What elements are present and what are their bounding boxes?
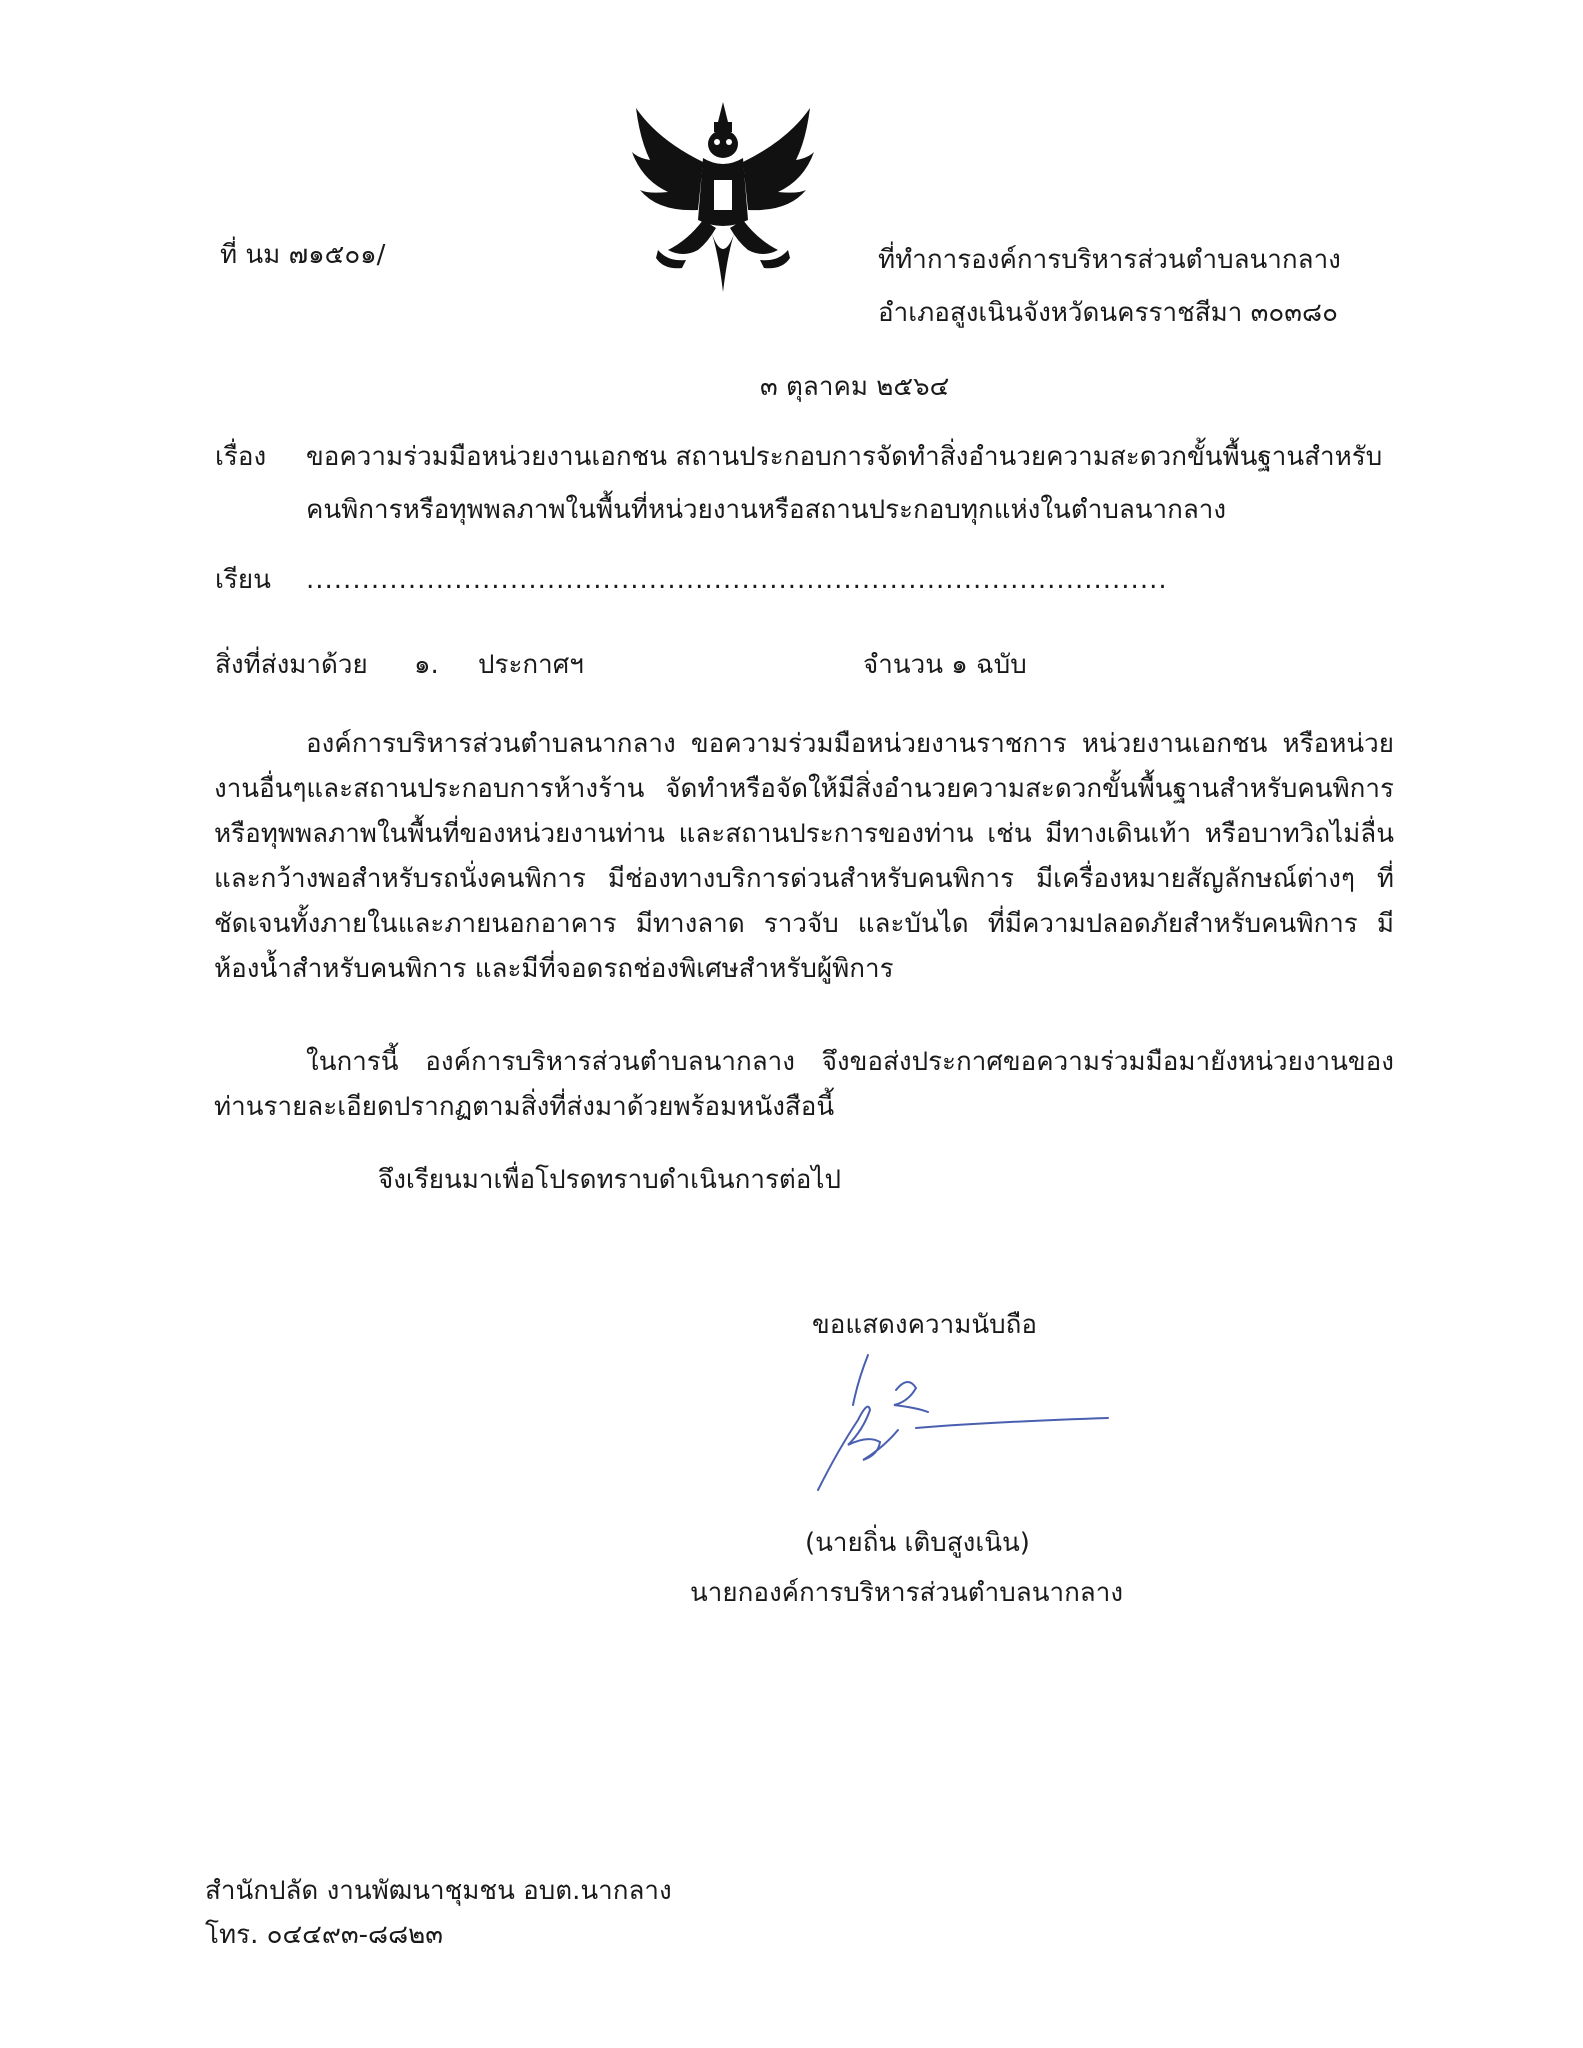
subject-line2: คนพิการหรือทุพพลภาพในพื้นที่หน่วยงานหรือสถานประกอบทุกแห่งในตำบลนากลาง: [306, 495, 1227, 526]
signer-name: (นายถิ่น เติบสูงเนิน): [805, 1528, 1030, 1558]
footer-telephone: โทร. ๐๔๔๙๓-๘๘๒๓: [205, 1920, 444, 1950]
letter-date: ๓ ตุลาคม ๒๕๖๔: [760, 372, 950, 402]
subject-text: [306, 442, 1382, 548]
garuda-emblem-icon: [628, 100, 818, 295]
footer-department: สำนักปลัด งานพัฒนาชุมชน อบต.นากลาง: [205, 1876, 672, 1906]
body-paragraph-1: องค์การบริหารส่วนตำบลนากลาง ขอความร่วมมือหน่วยงานราชการ หน่วยงานเอกชน หรือหน่วยงานอื่นๆและสถานประกอบการห้างร้าน จัดทำหรือจัดให้มีสิ่งอำนวยความสะดวกขั้นพื้นฐานสำหรับคนพิการหรือทุพพลภาพในพื้นที่ของหน่วยงานท่าน และสถานประการของท่าน เช่น มีทางเดินเท้า หรือบาทวิถไม่ลื่น และกว้างพอสำหรับรถนั่งคนพิการ มีช่องทางบริการด่วนสำหรับคนพิการ มีเครื่องหมายสัญลักษณ์ต่างๆ ที่ชัดเจนทั้งภายในและภายนอกอาคาร มีทางลาด ราวจับ และบันได ที่มีความปลอดภัยสำหรับคนพิการ มีห้องน้ำสำหรับคนพิการ และมีที่จอดรถช่องพิเศษสำหรับผู้พิการ: [214, 729, 1394, 984]
body-paragraph-2: ในการนี้ องค์การบริหารส่วนตำบลนากลาง จึงขอส่งประกาศขอความร่วมมือมายังหน่วยงานของท่านรายละเอียดปรากฏตามสิ่งที่ส่งมาด้วยพร้อมหนังสือนี้: [214, 1047, 1394, 1122]
office-address: [878, 245, 1341, 351]
addressee-blank: .............................................................................................: [306, 565, 1168, 595]
enclosure-count: จำนวน ๑ ฉบับ: [863, 650, 1027, 680]
subject-label: เรื่อง: [215, 442, 267, 472]
signature-icon: [808, 1350, 1118, 1500]
enclosure-label: สิ่งที่ส่งมาด้วย: [215, 650, 368, 680]
signer-title: นายกองค์การบริหารส่วนตำบลนากลาง: [690, 1578, 1124, 1608]
enclosure-item: ประกาศฯ: [478, 650, 584, 680]
subject-line1: ขอความร่วมมือหน่วยงานเอกชน สถานประกอบการจัดทำสิ่งอำนวยความสะดวกขั้นพื้นฐานสำหรับ: [306, 442, 1383, 472]
reference-number: ที่ นม ๗๑๕๐๑/: [220, 240, 386, 270]
office-address-line1: ที่ทำการองค์การบริหารส่วนตำบลนากลาง: [878, 245, 1341, 275]
closing-line: จึงเรียนมาเพื่อโปรดทราบดำเนินการต่อไป: [378, 1165, 841, 1195]
enclosure-number: ๑.: [414, 650, 439, 680]
addressee-label: เรียน: [215, 565, 271, 595]
office-address-line2: อำเภอสูงเนินจังหวัดนครราชสีมา ๓๐๓๘๐: [878, 298, 1338, 329]
respect-salutation: ขอแสดงความนับถือ: [812, 1310, 1037, 1340]
